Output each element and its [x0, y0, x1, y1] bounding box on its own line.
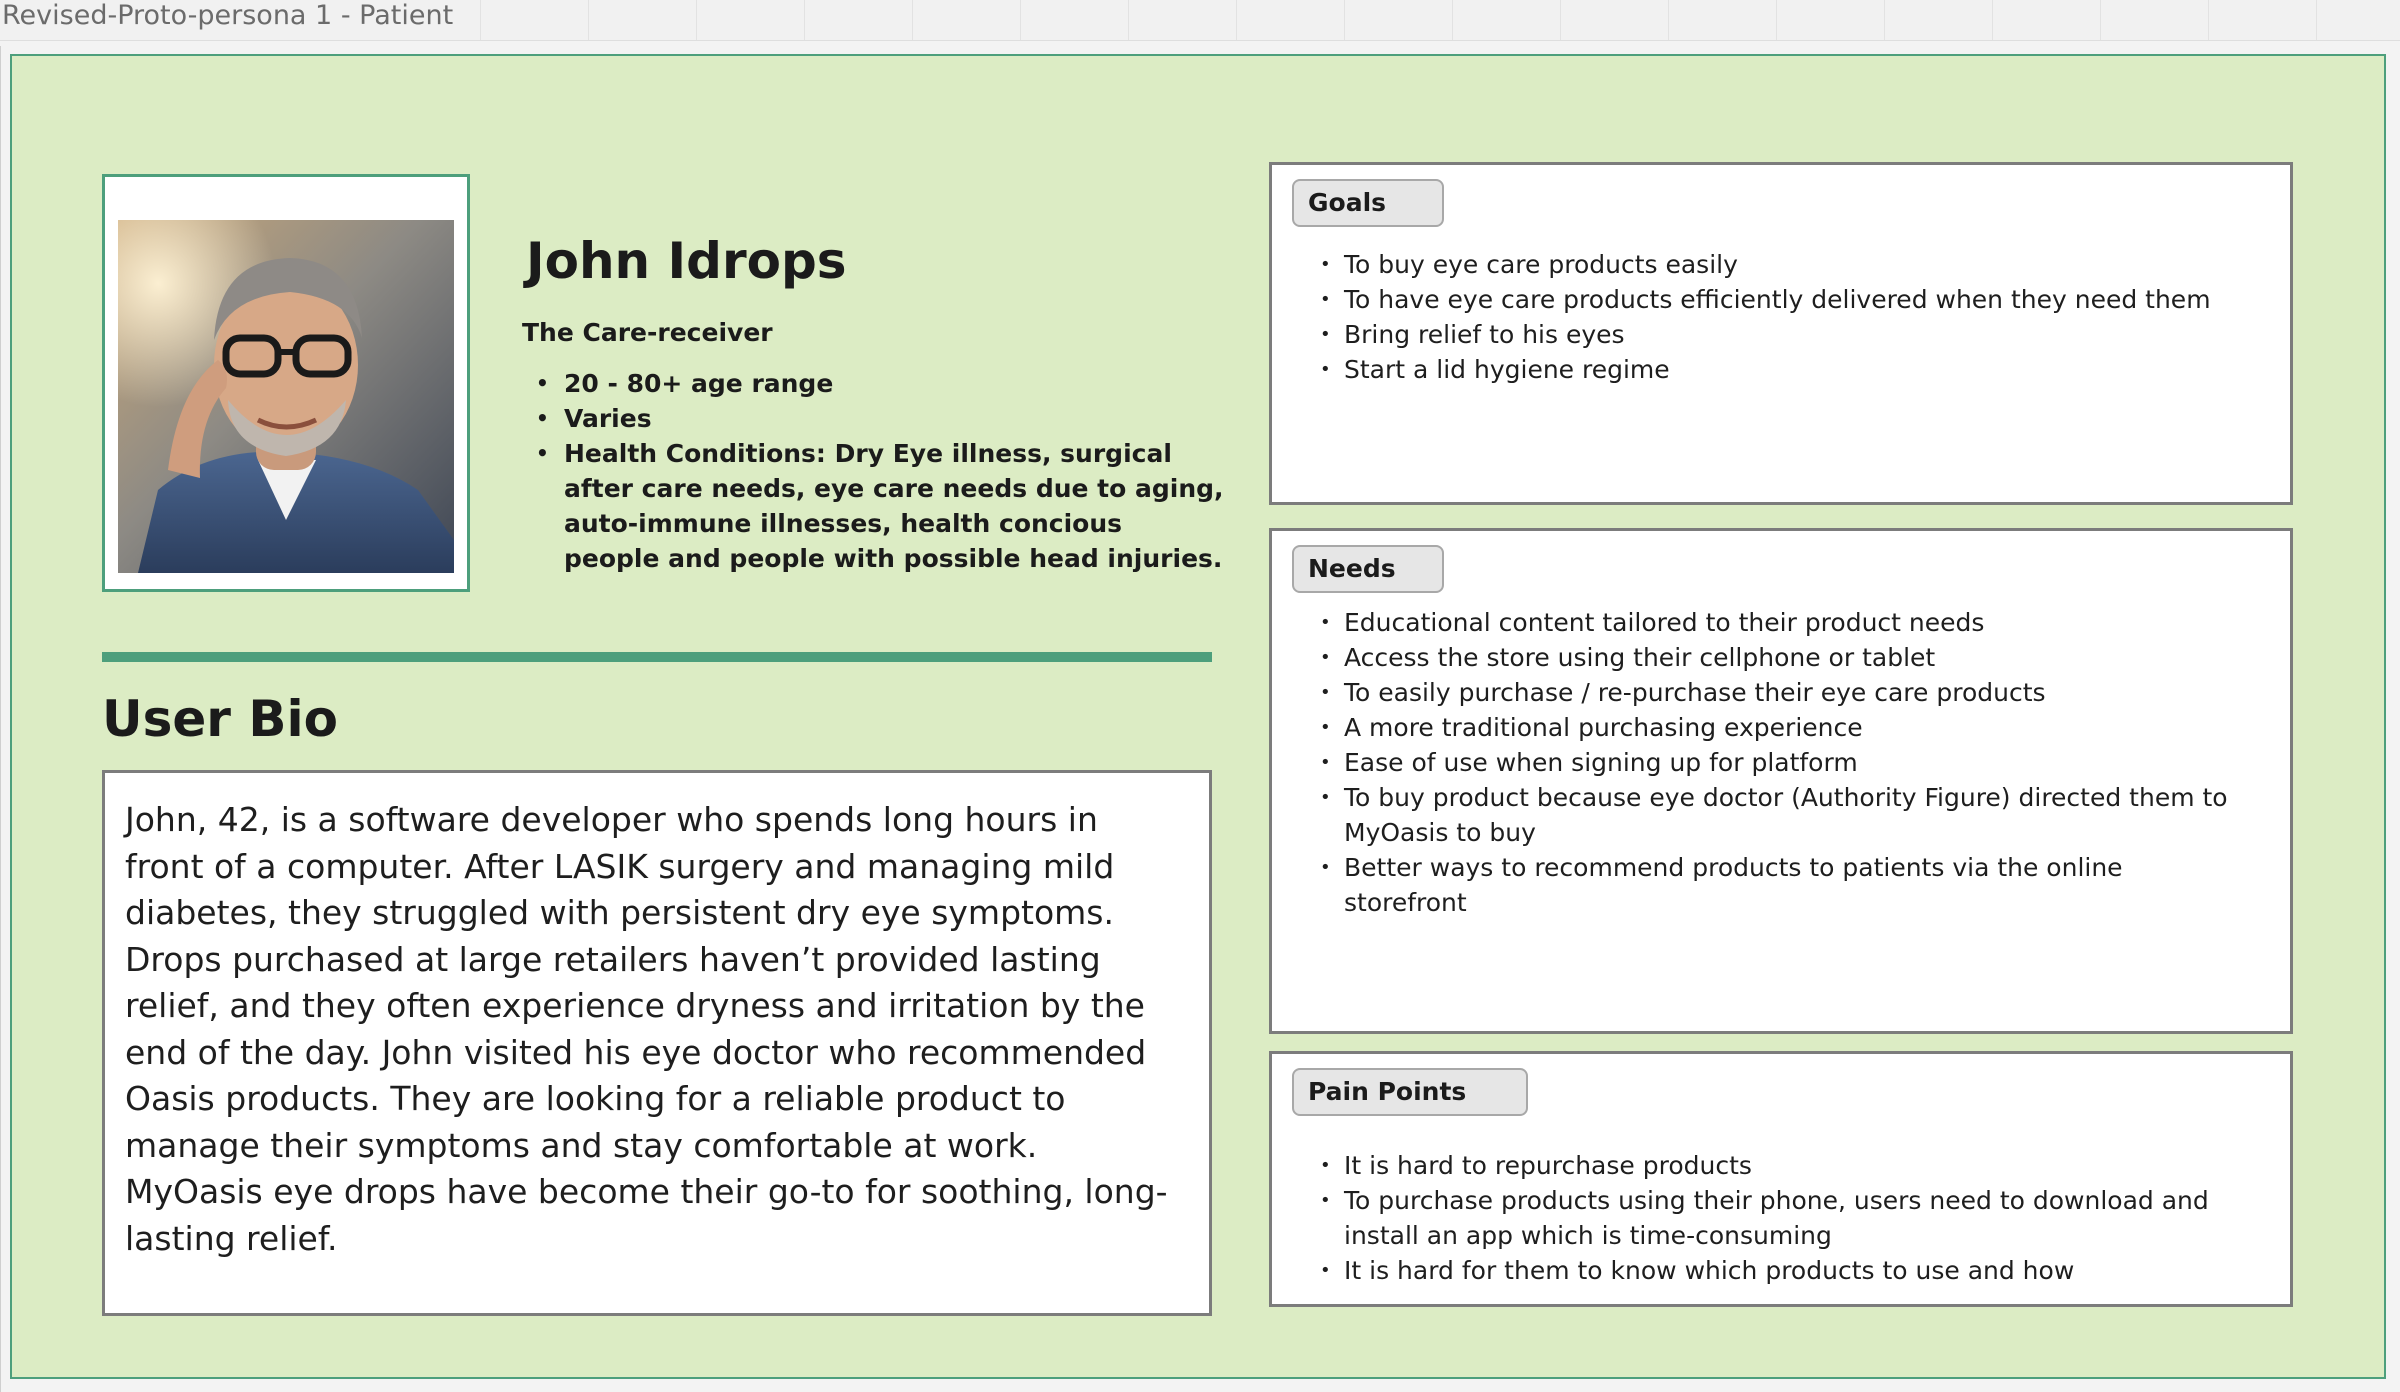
- grid-line: [2100, 0, 2101, 40]
- attribute-item[interactable]: • Varies: [536, 401, 1226, 436]
- goal-item[interactable]: • To have eye care products efficiently delivered when they need them: [1320, 282, 2211, 317]
- need-item[interactable]: • To easily purchase / re-purchase their eye care products: [1320, 675, 2240, 710]
- persona-photo: [118, 220, 454, 573]
- grid-line: [1992, 0, 1993, 40]
- grid-line: [1128, 0, 1129, 40]
- grid-line: [2208, 0, 2209, 40]
- pain-point-item[interactable]: • It is hard for them to know which products to use and how: [1320, 1253, 2220, 1288]
- attribute-item[interactable]: • 20 - 80+ age range: [536, 366, 1226, 401]
- goal-item[interactable]: • Bring relief to his eyes: [1320, 317, 2211, 352]
- grid-line: [480, 0, 481, 40]
- grid-line: [1020, 0, 1021, 40]
- persona-photo-frame[interactable]: [102, 174, 470, 592]
- goal-item[interactable]: • To buy eye care products easily: [1320, 247, 2211, 282]
- grid-line: [1236, 0, 1237, 40]
- need-item[interactable]: • To buy product because eye doctor (Authority Figure) directed them to MyOasis to buy: [1320, 780, 2240, 850]
- persona-attributes-list: [536, 366, 1226, 576]
- bio-text[interactable]: John, 42, is a software developer who spends long hours in front of a computer. After LASIK surgery and managing mild diabetes, they struggled with persistent dry eye symptoms. Drops purchased at large retailers haven’t provided lasting relief, and they often experience dryness and irritation by the end of the day. John visited his eye doctor who recommended Oasis products. They are looking for a reliable product to manage their symptoms and stay comfortable at work. MyOasis eye drops have become their go-to for soothing, long-lasting relief.: [125, 800, 1168, 1258]
- goals-label[interactable]: Goals: [1292, 179, 1444, 227]
- goal-item[interactable]: • Start a lid hygiene regime: [1320, 352, 2211, 387]
- grid-line: [804, 0, 805, 40]
- needs-list: [1320, 605, 2240, 920]
- title-bar: [0, 0, 2400, 41]
- grid-line: [1884, 0, 1885, 40]
- needs-label[interactable]: Needs: [1292, 545, 1444, 593]
- grid-line: [696, 0, 697, 40]
- bio-box[interactable]: [102, 770, 1212, 1316]
- needs-card[interactable]: [1269, 528, 2293, 1034]
- grid-line: [912, 0, 913, 40]
- grid-line: [588, 0, 589, 40]
- grid-line: [1560, 0, 1561, 40]
- persona-photo-illustration: [118, 220, 454, 573]
- grid-line: [1344, 0, 1345, 40]
- bio-heading[interactable]: User Bio: [102, 690, 338, 748]
- persona-name[interactable]: John Idrops: [526, 232, 847, 290]
- need-item[interactable]: • Ease of use when signing up for platform: [1320, 745, 2240, 780]
- need-item[interactable]: • Educational content tailored to their product needs: [1320, 605, 2240, 640]
- goals-list: [1320, 247, 2211, 387]
- grid-line: [1452, 0, 1453, 40]
- pain-point-item[interactable]: • To purchase products using their phone, users need to download and install an app which is time-consuming: [1320, 1183, 2220, 1253]
- goals-card[interactable]: [1269, 162, 2293, 505]
- section-divider: [102, 652, 1212, 662]
- pain-points-label[interactable]: Pain Points: [1292, 1068, 1528, 1116]
- need-item[interactable]: • Access the store using their cellphone or tablet: [1320, 640, 2240, 675]
- pain-points-card[interactable]: [1269, 1051, 2293, 1307]
- grid-line: [1668, 0, 1669, 40]
- pain-point-item[interactable]: • It is hard to repurchase products: [1320, 1148, 2220, 1183]
- grid-line: [2316, 0, 2317, 40]
- need-item[interactable]: • Better ways to recommend products to patients via the online storefront: [1320, 850, 2240, 920]
- pain-points-list: [1320, 1148, 2220, 1288]
- grid-line: [1776, 0, 1777, 40]
- attribute-item[interactable]: • Health Conditions: Dry Eye illness, surgical after care needs, eye care needs due to aging, auto-immune illnesses, health concious people and people with possible head injuries.: [536, 436, 1226, 576]
- persona-role[interactable]: The Care-receiver: [522, 318, 773, 347]
- need-item[interactable]: • A more traditional purchasing experience: [1320, 710, 2240, 745]
- board-title[interactable]: Revised-Proto-persona 1 - Patient: [2, 0, 454, 31]
